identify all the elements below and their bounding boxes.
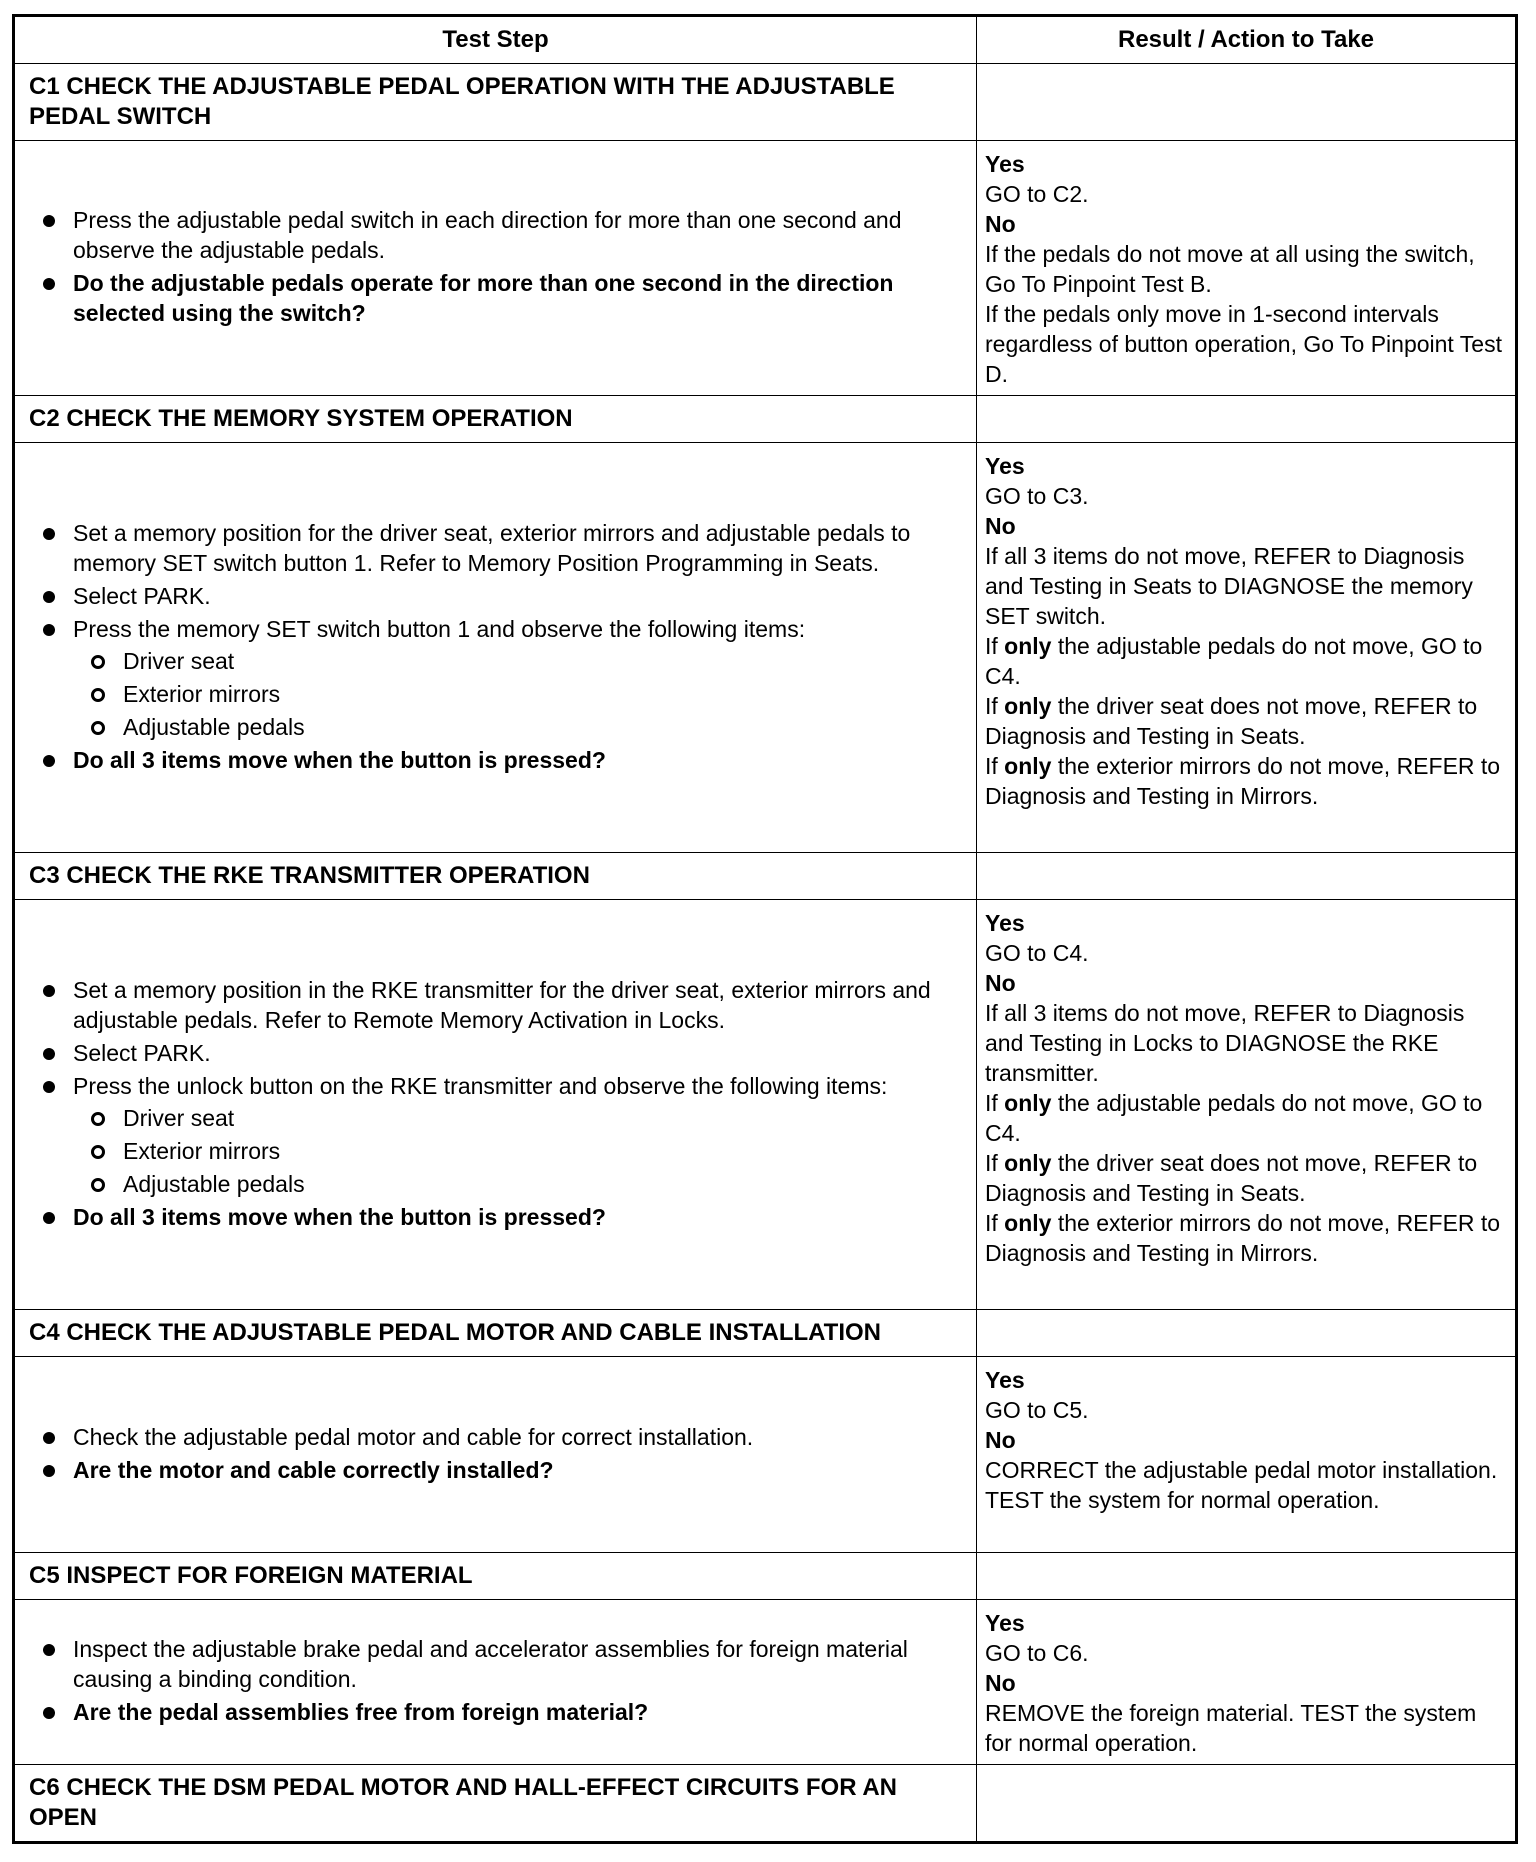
empty-result-cell [977, 853, 1517, 900]
no-action: If only the driver seat does not move, REFER to Diagnosis and Testing in Seats. [985, 1150, 1478, 1206]
step-title: C6 CHECK THE DSM PEDAL MOTOR AND HALL-EFFECT CIRCUITS FOR AN OPEN [14, 1765, 977, 1843]
result-header: Result / Action to Take [977, 16, 1517, 64]
step-body-row [14, 443, 1517, 853]
step-title-row [14, 1553, 1517, 1600]
sub-item: Driver seat [73, 1103, 966, 1133]
step-body-row [14, 1357, 1517, 1553]
yes-action: GO to C2. [985, 181, 1089, 207]
instruction-bullet: Select PARK. [37, 1038, 966, 1068]
instruction-bullet: Set a memory position for the driver seat, exterior mirrors and adjustable pedals to memory SET switch button 1. Refer to Memory Position Programming in Seats. [37, 518, 966, 578]
step-body-row [14, 900, 1517, 1310]
no-action: If only the exterior mirrors do not move, REFER to Diagnosis and Testing in Mirrors. [985, 753, 1501, 809]
no-action: If only the adjustable pedals do not move, GO to C4. [985, 633, 1483, 689]
step-result [977, 141, 1517, 396]
no-action: If all 3 items do not move, REFER to Diagnosis and Testing in Locks to DIAGNOSE the RKE transmitter. [985, 1000, 1465, 1086]
empty-result-cell [977, 396, 1517, 443]
no-action: CORRECT the adjustable pedal motor installation. TEST the system for normal operation. [985, 1457, 1498, 1513]
yes-action: GO to C3. [985, 483, 1089, 509]
step-title: C5 INSPECT FOR FOREIGN MATERIAL [14, 1553, 977, 1600]
step-instructions [14, 443, 977, 853]
instruction-bullet: Select PARK. [37, 581, 966, 611]
yes-action: GO to C6. [985, 1640, 1089, 1666]
pinpoint-test-page [12, 14, 1515, 1844]
no-action: If the pedals only move in 1-second intervals regardless of button operation, Go To Pinpoint Test D. [985, 301, 1502, 387]
instruction-text: Press the unlock button on the RKE transmitter and observe the following items: [73, 1072, 888, 1099]
no-action: If only the exterior mirrors do not move, REFER to Diagnosis and Testing in Mirrors. [985, 1210, 1501, 1266]
no-action: If only the adjustable pedals do not move, GO to C4. [985, 1090, 1483, 1146]
step-instructions [14, 900, 977, 1310]
step-body-row [14, 1600, 1517, 1765]
sub-item: Driver seat [73, 646, 966, 676]
yes-action: GO to C5. [985, 1397, 1089, 1423]
question-bullet: Are the motor and cable correctly installed? [37, 1455, 966, 1485]
question-bullet: Do all 3 items move when the button is pressed? [37, 1202, 966, 1232]
step-instructions [14, 141, 977, 396]
step-title: C1 CHECK THE ADJUSTABLE PEDAL OPERATION WITH THE ADJUSTABLE PEDAL SWITCH [14, 64, 977, 141]
instruction-bullet [37, 614, 966, 742]
question-bullet: Are the pedal assemblies free from foreign material? [37, 1697, 966, 1727]
question-bullet: Do the adjustable pedals operate for more than one second in the direction selected using the switch? [37, 268, 966, 328]
no-action: If only the driver seat does not move, REFER to Diagnosis and Testing in Seats. [985, 693, 1478, 749]
empty-result-cell [977, 1553, 1517, 1600]
instruction-bullet: Inspect the adjustable brake pedal and accelerator assemblies for foreign material causing a binding condition. [37, 1634, 966, 1694]
no-action: If all 3 items do not move, REFER to Diagnosis and Testing in Seats to DIAGNOSE the memory SET switch. [985, 543, 1473, 629]
step-title-row [14, 1310, 1517, 1357]
yes-label: Yes [985, 151, 1025, 177]
pinpoint-test-table [12, 14, 1518, 1844]
yes-action: GO to C4. [985, 940, 1089, 966]
sub-item: Exterior mirrors [73, 679, 966, 709]
yes-label: Yes [985, 1610, 1025, 1636]
sub-item: Adjustable pedals [73, 712, 966, 742]
table-header-row [14, 16, 1517, 64]
step-title-row [14, 396, 1517, 443]
step-instructions [14, 1600, 977, 1765]
no-label: No [985, 1670, 1016, 1696]
instruction-bullet: Set a memory position in the RKE transmitter for the driver seat, exterior mirrors and adjustable pedals. Refer to Remote Memory Activation in Locks. [37, 975, 966, 1035]
step-title: C2 CHECK THE MEMORY SYSTEM OPERATION [14, 396, 977, 443]
step-result [977, 900, 1517, 1310]
test-step-header: Test Step [14, 16, 977, 64]
no-label: No [985, 211, 1016, 237]
empty-result-cell [977, 1765, 1517, 1843]
instruction-bullet: Check the adjustable pedal motor and cable for correct installation. [37, 1422, 966, 1452]
no-action: If the pedals do not move at all using the switch, Go To Pinpoint Test B. [985, 241, 1475, 297]
sub-item: Exterior mirrors [73, 1136, 966, 1166]
yes-label: Yes [985, 453, 1025, 479]
no-label: No [985, 1427, 1016, 1453]
no-label: No [985, 970, 1016, 996]
step-title-row [14, 64, 1517, 141]
yes-label: Yes [985, 1367, 1025, 1393]
step-title-row [14, 1765, 1517, 1843]
sub-item: Adjustable pedals [73, 1169, 966, 1199]
instruction-text: Press the memory SET switch button 1 and observe the following items: [73, 615, 806, 642]
instruction-bullet: Press the adjustable pedal switch in each direction for more than one second and observe the adjustable pedals. [37, 205, 966, 265]
step-title: C4 CHECK THE ADJUSTABLE PEDAL MOTOR AND CABLE INSTALLATION [14, 1310, 977, 1357]
no-label: No [985, 513, 1016, 539]
no-action: REMOVE the foreign material. TEST the system for normal operation. [985, 1700, 1477, 1756]
step-body-row [14, 141, 1517, 396]
step-result [977, 1357, 1517, 1553]
step-result [977, 443, 1517, 853]
question-bullet: Do all 3 items move when the button is pressed? [37, 745, 966, 775]
yes-label: Yes [985, 910, 1025, 936]
step-instructions [14, 1357, 977, 1553]
step-result [977, 1600, 1517, 1765]
empty-result-cell [977, 64, 1517, 141]
step-title-row [14, 853, 1517, 900]
step-title: C3 CHECK THE RKE TRANSMITTER OPERATION [14, 853, 977, 900]
instruction-bullet [37, 1071, 966, 1199]
empty-result-cell [977, 1310, 1517, 1357]
